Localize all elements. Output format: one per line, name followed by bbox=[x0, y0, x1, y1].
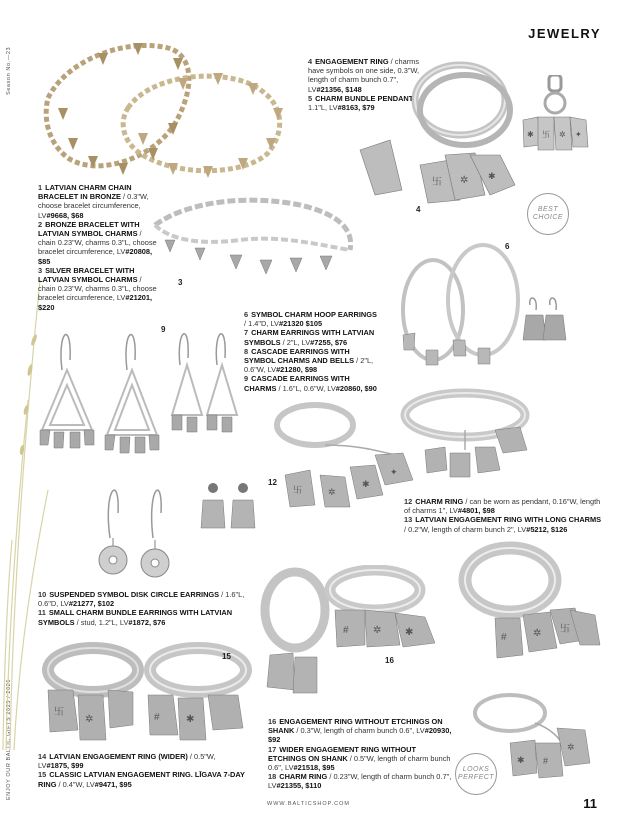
svg-text:✲: ✲ bbox=[567, 742, 575, 752]
caption-item-15: 15 CLASSIC LATVIAN ENGAGEMENT RING. LĪGAVA 7-DAY RING / 0.4"W, LV#9471, $95 bbox=[38, 770, 245, 789]
best-choice-badge: BEST CHOICE bbox=[527, 193, 569, 235]
svg-text:✱: ✱ bbox=[405, 627, 414, 638]
svg-text:✲: ✲ bbox=[533, 628, 542, 639]
engagement-ring-photo-18-top bbox=[455, 540, 605, 675]
svg-text:✱: ✱ bbox=[362, 479, 370, 489]
caption-item-11: 11 SMALL CHARM BUNDLE EARRINGS WITH LATVIAN SYMBOLS / stud, 1.2"L, LV#1872, $76 bbox=[38, 608, 233, 627]
engagement-rings-photo-16-17 bbox=[255, 565, 455, 705]
disk-earrings-photo-10-11 bbox=[85, 468, 260, 588]
photo-label-4: 4 bbox=[416, 205, 421, 214]
caption-item-3: 3 SILVER BRACELET WITH LATVIAN SYMBOL CHARMS / chain 0.23"W, charms 0.3"L, choose bracelet circumference, LV#21201, $220 bbox=[38, 265, 157, 312]
caption-item-6: 6 SYMBOL CHARM HOOP EARRINGS / 1.4"D, LV#21320 $105 bbox=[244, 310, 377, 329]
svg-text:✱: ✱ bbox=[517, 755, 525, 765]
svg-text:✲: ✲ bbox=[373, 625, 382, 636]
looks-perfect-badge: LOOKS PERFECT bbox=[455, 753, 497, 795]
svg-text:卐: 卐 bbox=[432, 177, 442, 188]
bracelet-photo-3 bbox=[150, 190, 360, 290]
caption-group-10-11 bbox=[38, 590, 248, 627]
svg-text:✱: ✱ bbox=[527, 130, 534, 139]
photo-label-16: 16 bbox=[385, 656, 394, 665]
page-number: 11 bbox=[583, 796, 597, 811]
svg-text:卐: 卐 bbox=[293, 485, 303, 495]
photo-label-9: 9 bbox=[161, 325, 166, 334]
season-label: Season No.—23 bbox=[6, 46, 12, 95]
caption-item-2: 2 BRONZE BRACELET WITH LATVIAN SYMBOL CHARMS / chain 0.23"W, charms 0.3"L, choose bracelet circumference, LV#20808, $85 bbox=[38, 219, 157, 266]
svg-text:#: # bbox=[154, 712, 160, 723]
svg-text:卐: 卐 bbox=[560, 624, 570, 635]
svg-text:✦: ✦ bbox=[390, 467, 398, 477]
svg-text:✦: ✦ bbox=[575, 130, 582, 139]
engagement-ring-photo-4 bbox=[350, 55, 530, 205]
svg-text:#: # bbox=[501, 632, 507, 643]
caption-group-16-18 bbox=[268, 717, 453, 791]
caption-item-16: 16 ENGAGEMENT RING WITHOUT ETCHINGS ON SHANK / 0.3"W, length of charm bunch 0.6", LV#20930, $92 bbox=[268, 717, 452, 745]
caption-item-14: 14 LATVIAN ENGAGEMENT RING (WIDER) / 0.5"W, LV#1875, $99 bbox=[38, 752, 216, 771]
svg-text:✲: ✲ bbox=[460, 175, 469, 186]
caption-item-7: 7 CHARM EARRINGS WITH LATVIAN SYMBOLS / 2"L, LV#7255, $76 bbox=[244, 328, 375, 347]
caption-item-4: 4 ENGAGEMENT RING / charms have symbols on one side, 0.3"W, length of charm bunch 0.7", LV#21356, $148 bbox=[308, 57, 420, 94]
svg-text:卐: 卐 bbox=[542, 130, 550, 139]
caption-item-1: 1 LATVIAN CHARM CHAIN BRACELET IN BRONZE / 0.3"W, choose bracelet circumference, LV#9668, $68 bbox=[38, 183, 149, 220]
svg-text:✲: ✲ bbox=[328, 487, 336, 497]
caption-item-18: 18 CHARM RING / 0.23"W, length of charm bunch 0.7", LV#21355, $110 bbox=[268, 772, 452, 791]
pendant-photo-5 bbox=[518, 75, 593, 165]
side-footer: ENJOY OUR BALTIC GIFTS 2025 / 2026 bbox=[6, 678, 12, 800]
photo-label-3: 3 bbox=[178, 278, 183, 287]
cascade-earrings-photo-8-9 bbox=[32, 320, 242, 465]
caption-item-10: 10 SUSPENDED SYMBOL DISK CIRCLE EARRINGS / 1.6"L, 0.6"D, LV#21277, $102 bbox=[38, 590, 245, 609]
website-url: WWW.BALTICSHOP.COM bbox=[267, 801, 350, 807]
caption-group-14-15 bbox=[38, 752, 248, 789]
svg-text:✱: ✱ bbox=[186, 714, 195, 725]
caption-item-8: 8 CASCADE EARRINGS WITH SYMBOL CHARMS AND BELLS / 2"L, 0.6"W, LV#21280, $98 bbox=[244, 346, 374, 375]
caption-item-12: 12 CHARM RING / can be worn as pendant, 0.16"W, length of charms 1", LV#4801, $98 bbox=[404, 497, 601, 516]
engagement-ring-photo-13 bbox=[395, 385, 535, 485]
caption-group-6-9 bbox=[244, 310, 379, 393]
hoop-earrings-photo-6-7 bbox=[398, 240, 573, 380]
photo-label-6: 6 bbox=[505, 242, 510, 251]
svg-text:卐: 卐 bbox=[54, 707, 64, 718]
photo-label-15: 15 bbox=[222, 652, 231, 661]
photo-label-12: 12 bbox=[268, 478, 277, 487]
bracelet-photo-1-2 bbox=[38, 38, 298, 178]
caption-item-17: 17 WIDER ENGAGEMENT RING WITHOUT ETCHINGS ON SHANK / 0.5"W, length of charm bunch 0.6", LV#21518, $95 bbox=[268, 744, 451, 773]
svg-text:✱: ✱ bbox=[488, 171, 496, 181]
svg-text:✲: ✲ bbox=[559, 130, 566, 139]
caption-item-5: 5 CHARM BUNDLE PENDANT / 1.1"L, LV#8163, $79 bbox=[308, 93, 418, 113]
svg-text:#: # bbox=[543, 756, 549, 766]
svg-text:✲: ✲ bbox=[85, 714, 94, 725]
section-title: JEWELRY bbox=[528, 26, 601, 41]
svg-text:#: # bbox=[343, 625, 349, 636]
caption-group-12-13 bbox=[404, 497, 604, 534]
caption-group-1-3 bbox=[38, 183, 158, 312]
caption-item-9: 9 CASCADE EARRINGS WITH CHARMS / 1.6"L, 0.6"W, LV#20860, $90 bbox=[244, 374, 377, 393]
caption-item-13: 13 LATVIAN ENGAGEMENT RING WITH LONG CHARMS / 0.2"W, length of charm bunch 2", LV#5212, $126 bbox=[404, 515, 602, 534]
